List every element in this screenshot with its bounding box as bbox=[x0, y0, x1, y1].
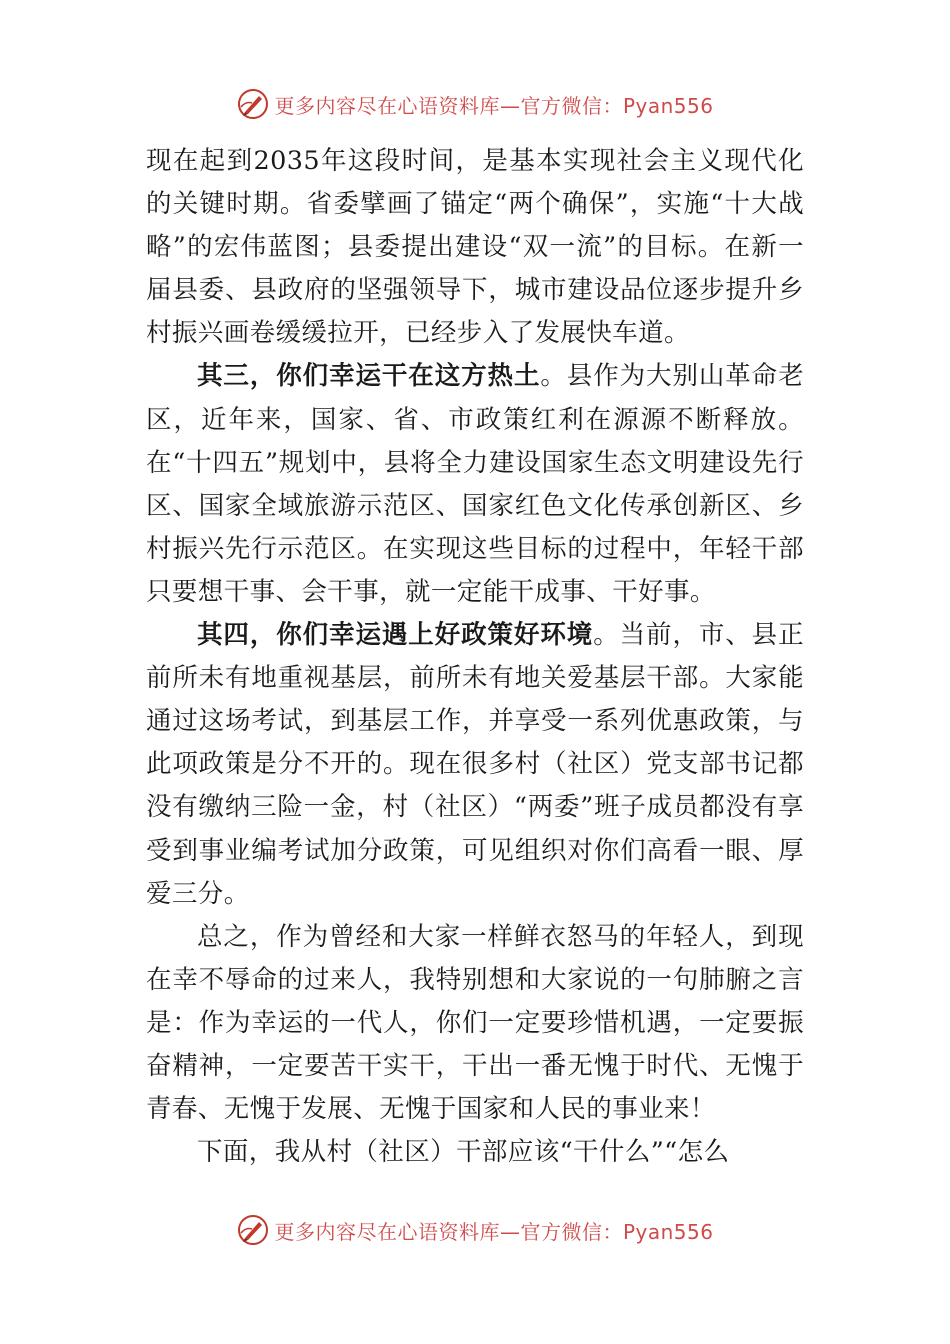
paragraph-3-heading: 其四，你们幸运遇上好政策好环境 bbox=[197, 620, 594, 651]
paragraph-4: 总之，作为曾经和大家一样鲜衣怒马的年轻人，到现在幸不辱命的过来人，我特别想和大家说的一句肺腑之言是：作为幸运的一代人，你们一定要珍惜机遇，一定要振奋精神，一定要苦干实干，干出一番无愧于时代、无愧于青春、无愧于发展、无愧于国家和人民的事业来！ bbox=[146, 921, 804, 1125]
paragraph-3 bbox=[146, 614, 804, 916]
paragraph-2-heading: 其三，你们幸运干在这方热土 bbox=[197, 361, 541, 392]
pen-quill-logo-icon bbox=[236, 87, 270, 121]
paragraph-2-text: 。县作为大别山革命老区，近年来，国家、省、市政策红利在源源不断释放。在“十四五”规划中，县将全力建设国家生态文明建设先行区、国家全域旅游示范区、国家红色文化传承创新区、乡村振兴先行示范区。在实现这些目标的过程中，年轻干部只要想干事、会干事，就一定能干成事、干好事。 bbox=[146, 361, 804, 607]
footer-watermark bbox=[0, 1210, 950, 1250]
paragraph-2 bbox=[146, 355, 804, 614]
paragraph-1: 现在起到2035年这段时间，是基本实现社会主义现代化的关键时期。省委擘画了锚定“两个确保”，实施“十大战略”的宏伟蓝图；县委提出建设“双一流”的目标。在新一届县委、县政府的坚强领导下，城市建设品位逐步提升乡村振兴画卷缓缓拉开，已经步入了发展快车道。 bbox=[146, 146, 804, 349]
header-watermark bbox=[0, 84, 950, 124]
document-body bbox=[146, 140, 804, 1174]
watermark-text: 更多内容尽在心语资料库—官方微信：Pyan556 bbox=[274, 1219, 714, 1244]
paragraph-5: 下面，我从村（社区）干部应该“干什么”“怎么 bbox=[197, 1137, 730, 1168]
paragraph-3-text: 。当前，市、县正前所未有地重视基层，前所未有地关爱基层干部。大家能通过这场考试，到基层工作，并享受一系列优惠政策，与此项政策是分不开的。现在很多村（社区）党支部书记都没有缴纳三险一金，村（社区）“两委”班子成员都没有享受到事业编考试加分政策，可见组织对你们高看一眼、厚爱三分。 bbox=[146, 620, 804, 909]
watermark-text: 更多内容尽在心语资料库—官方微信：Pyan556 bbox=[274, 93, 714, 118]
pen-quill-logo-icon bbox=[236, 1213, 270, 1247]
